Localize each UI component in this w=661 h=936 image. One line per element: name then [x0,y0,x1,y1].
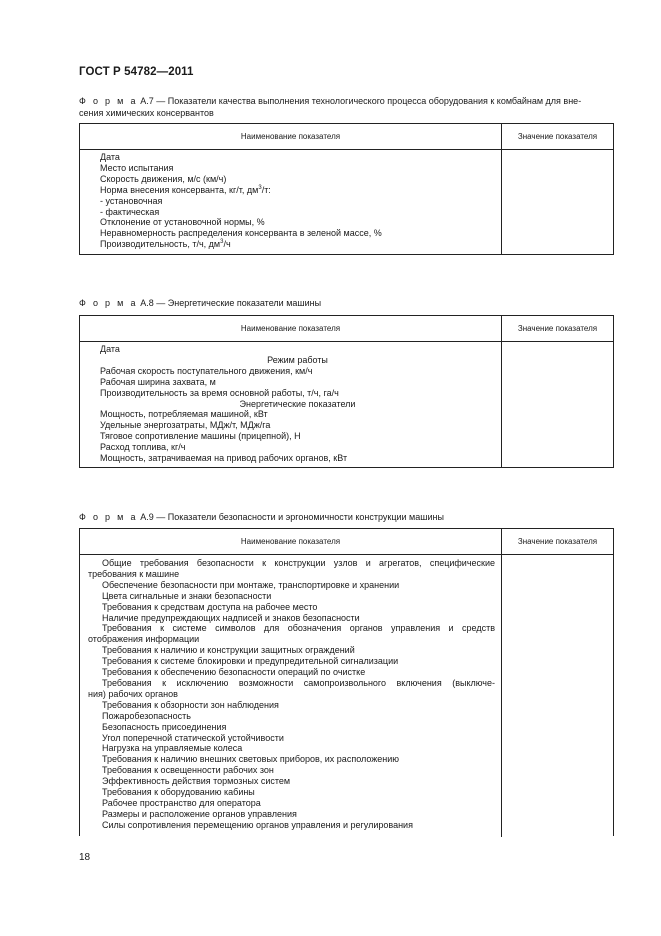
indicator-row: Рабочая ширина захвата, м [100,376,216,387]
indicator-row: Норма внесения консерванта, кг/т, $дм^3/т$: [100,184,271,195]
column-header-value: Значение показателя [517,324,598,333]
indicator-row: Угол поперечной статической устойчивости [102,732,284,743]
form-a8-caption-text: А.8 — Энергетические показатели машины [140,298,322,308]
column-header-name: Наименование показателя [80,316,502,341]
form-a7-caption [79,96,581,119]
indicator-row: Отклонение от установочной нормы, % [100,217,265,228]
indicator-row: Пожаробезопасность [102,710,191,721]
column-header-value: Значение показателя [517,132,598,141]
indicator-row: Безопасность присоединения [102,721,227,732]
indicator-row: Требования к наличию внешних световых приборов, их расположению [102,754,400,765]
indicator-row: Общие требования безопасности к конструкции узлов и агрегатов, специфические [102,558,495,568]
indicator-row: Наличие предупреждающих надписей и знаков безопасности [102,612,360,623]
indicator-row: Рабочая скорость поступательного движения, км/ч [100,365,313,376]
indicator-row: Мощность, потребляемая машиной, кВт [100,409,268,420]
document-header: ГОСТ Р 54782—2011 [79,66,194,78]
indicator-row: Нагрузка на управляемые колеса [102,743,243,754]
form-a8-caption [79,298,321,310]
form-a9-caption [79,512,444,524]
indicator-row: Требования к оборудованию кабины [102,787,255,798]
table-header [80,124,613,150]
indicator-row: Тяговое сопротивление машины (прицепной), Н [100,431,301,442]
indicator-row: Мощность, затрачиваемая на привод рабочих органов, кВт [100,453,348,464]
indicator-row: отображения информации [88,634,200,645]
page-number: 18 [79,852,91,863]
form-a7-caption-text: А.7 — Показатели качества выполнения технологического процесса оборудования к комбайнам для вне- [140,96,582,106]
form-a9-table [79,528,614,836]
indicator-row: Место испытания [100,162,174,173]
indicator-row: Требования к наличию и конструкции защитных ограждений [102,645,355,656]
form-a7-caption-line2: сения химических консервантов [79,107,214,118]
indicator-row: Требования к системе блокировки и предупредительной сигнализации [102,656,399,667]
indicator-row: Требования к исключению возможности самопроизвольного включения (выключе- [102,677,495,688]
indicator-row: Дата [100,344,120,354]
indicator-row: Скорость движения, м/с (км/ч) [100,173,227,184]
indicator-list [80,150,502,255]
indicator-row: - фактическая [100,206,160,217]
indicator-row: Производительность за время основной работы, т/ч, га/ч [100,387,339,398]
indicator-list [80,555,502,837]
indicator-list [80,342,502,468]
form-a8-table [79,315,614,468]
indicator-row: Размеры и расположение органов управления [102,808,297,819]
indicator-row: Дата [100,152,120,162]
indicator-row: Рабочее пространство для оператора [102,797,261,808]
indicator-row: Удельные энергозатраты, МДж/т, МДж/га [100,420,271,431]
column-header-name: Наименование показателя [80,124,502,149]
table-header [80,316,613,342]
indicator-row: Цвета сигнальные и знаки безопасности [102,590,272,601]
indicator-row: ния) рабочих органов [88,688,178,699]
form-a9-prefix: Ф о р м а [79,512,138,522]
table-header [80,529,613,555]
section-heading: Режим работы [267,354,328,365]
indicator-row: Требования к освещенности рабочих зон [102,765,274,776]
indicator-row: Требования к обзорности зон наблюдения [102,699,279,710]
indicator-row: Обеспечение безопасности при монтаже, транспортировке и хранении [102,579,400,590]
form-a7-table [79,123,614,255]
indicator-row: Эффективность действия тормозных систем [102,776,291,787]
indicator-row: Требования к обеспечению безопасности операций по очистке [102,667,366,678]
indicator-row: Силы сопротивления перемещению органов управления и регулирования [102,819,413,830]
form-a8-prefix: Ф о р м а [79,298,138,308]
indicator-row: Требования к средствам доступа на рабочее место [102,601,318,612]
indicator-row: Требования к системе символов для обозначения органов управления и средств [102,623,495,634]
indicator-row: Расход топлива, кг/ч [100,442,186,453]
section-heading: Энергетические показатели [239,398,356,409]
indicator-row: Неравномерность распределения консерванта в зеленой массе, % [100,228,382,239]
column-header-name: Наименование показателя [80,529,502,554]
form-a7-prefix: Ф о р м а [79,96,138,106]
form-a9-caption-text: А.9 — Показатели безопасности и эргономичности конструкции машины [140,512,444,522]
indicator-row: Производительность, т/ч, $дм^3/ч$ [100,239,231,250]
indicator-row: требования к машине [88,568,180,579]
indicator-row: - установочная [100,195,163,206]
column-header-value: Значение показателя [517,537,598,546]
